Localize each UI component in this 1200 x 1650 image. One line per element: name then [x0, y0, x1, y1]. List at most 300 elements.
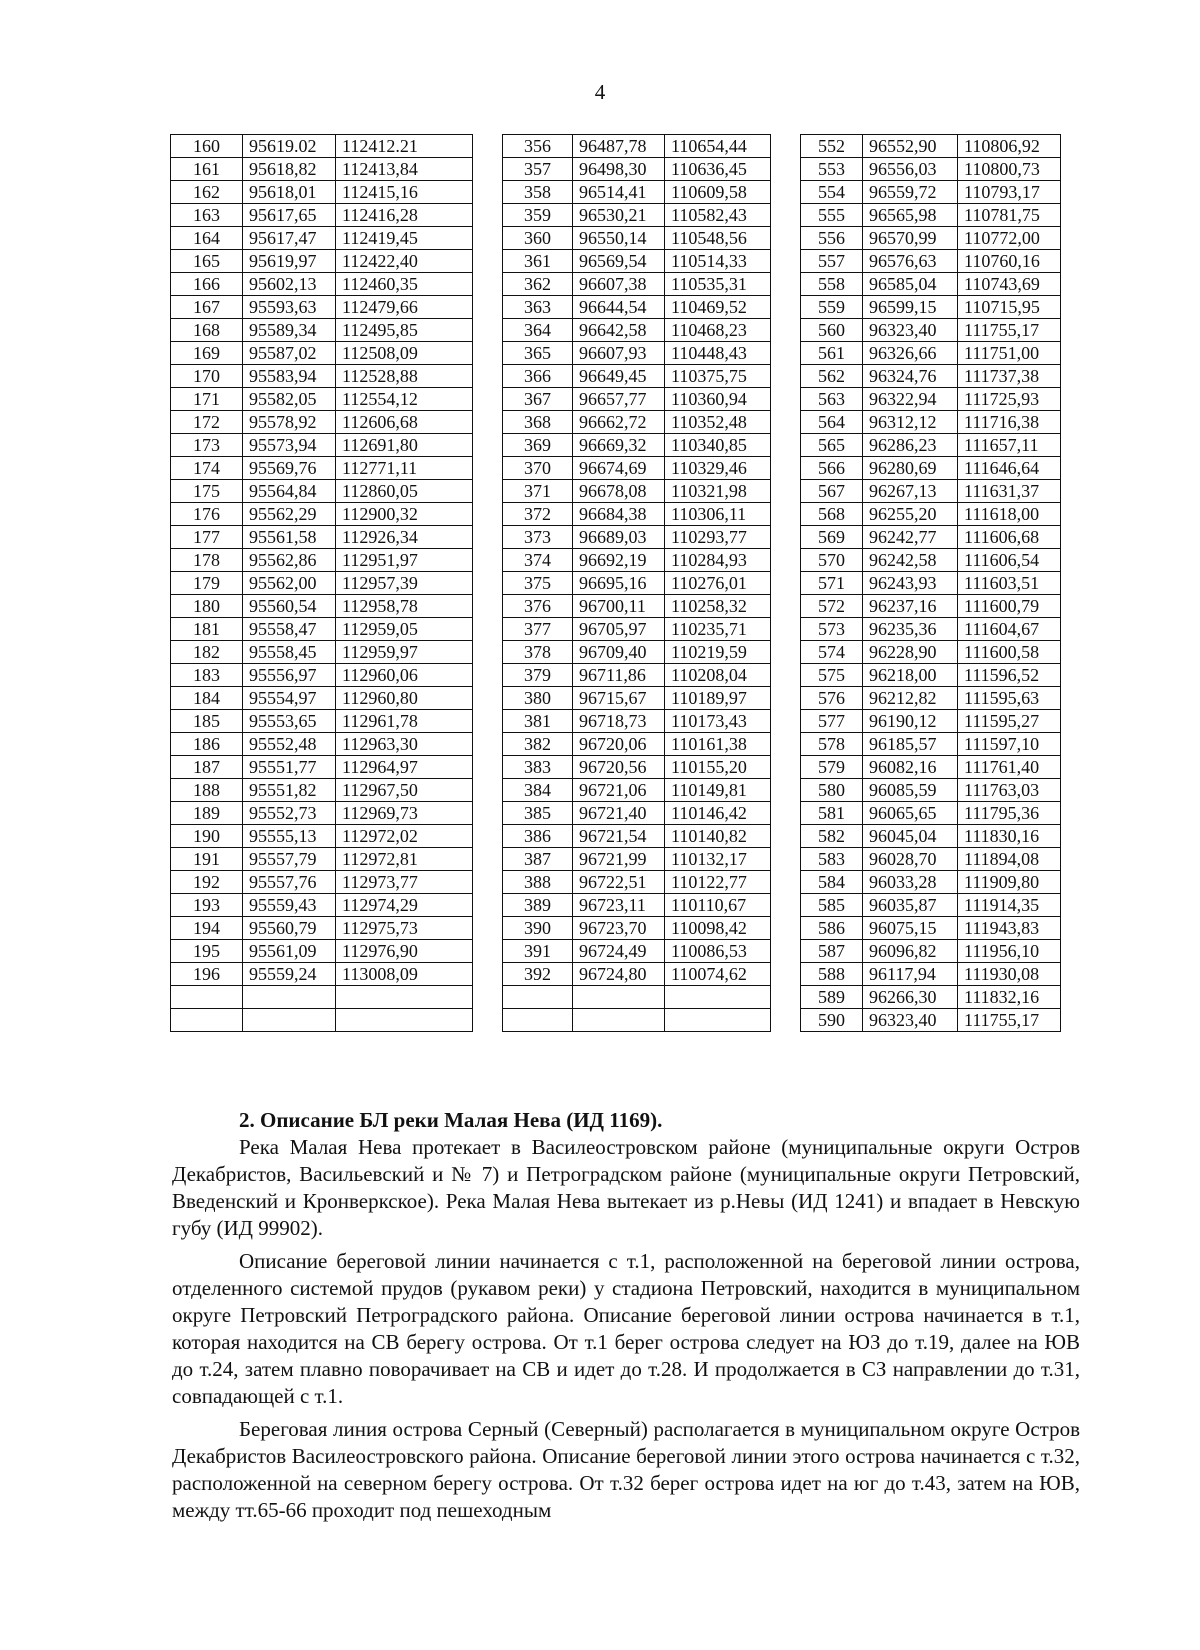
- x-coordinate-cell: 96322,94: [863, 388, 958, 411]
- table-row: [171, 733, 1061, 756]
- column-gap: [771, 273, 801, 296]
- column-gap: [473, 894, 503, 917]
- column-gap: [771, 710, 801, 733]
- x-coordinate-cell: 96724,80: [573, 963, 665, 986]
- x-coordinate-cell: 95557,79: [243, 848, 336, 871]
- x-coordinate-cell: 95578,92: [243, 411, 336, 434]
- column-gap: [473, 204, 503, 227]
- column-gap: [771, 411, 801, 434]
- point-number-cell: 567: [801, 480, 863, 503]
- point-number-cell: 177: [171, 526, 243, 549]
- table-row: [171, 158, 1061, 181]
- x-coordinate-cell: 96720,56: [573, 756, 665, 779]
- x-coordinate-cell: 96550,14: [573, 227, 665, 250]
- column-gap: [473, 296, 503, 319]
- table-row: [171, 319, 1061, 342]
- column-gap: [473, 733, 503, 756]
- x-coordinate-cell: 96530,21: [573, 204, 665, 227]
- x-coordinate-cell: 96678,08: [573, 480, 665, 503]
- table-row: [171, 618, 1061, 641]
- table-row: [171, 572, 1061, 595]
- y-coordinate-cell: 110375,75: [665, 365, 771, 388]
- table-row: [171, 135, 1061, 158]
- column-gap: [473, 572, 503, 595]
- point-number-cell: 374: [503, 549, 573, 572]
- y-coordinate-cell: 110582,43: [665, 204, 771, 227]
- point-number-cell: 577: [801, 710, 863, 733]
- x-coordinate-cell: 95552,73: [243, 802, 336, 825]
- y-coordinate-cell: 111830,16: [958, 825, 1061, 848]
- column-gap: [473, 641, 503, 664]
- x-coordinate-cell: 96235,36: [863, 618, 958, 641]
- point-number-cell: 583: [801, 848, 863, 871]
- column-gap: [771, 871, 801, 894]
- y-coordinate-cell: 112958,78: [336, 595, 473, 618]
- point-number-cell: 171: [171, 388, 243, 411]
- point-number-cell: 367: [503, 388, 573, 411]
- y-coordinate-cell: 110146,42: [665, 802, 771, 825]
- point-number-cell: 582: [801, 825, 863, 848]
- point-number-cell: 187: [171, 756, 243, 779]
- y-coordinate-cell: 111894,08: [958, 848, 1061, 871]
- point-number-cell: 382: [503, 733, 573, 756]
- x-coordinate-cell: 95559,43: [243, 894, 336, 917]
- x-coordinate-cell: 95619,97: [243, 250, 336, 273]
- x-coordinate-cell: 96326,66: [863, 342, 958, 365]
- point-number-cell: [503, 1009, 573, 1032]
- x-coordinate-cell: [243, 1009, 336, 1032]
- x-coordinate-cell: 95587,02: [243, 342, 336, 365]
- column-gap: [771, 641, 801, 664]
- y-coordinate-cell: 112976,90: [336, 940, 473, 963]
- point-number-cell: 560: [801, 319, 863, 342]
- column-gap: [473, 365, 503, 388]
- column-gap: [771, 457, 801, 480]
- column-gap: [771, 480, 801, 503]
- y-coordinate-cell: 112951,97: [336, 549, 473, 572]
- x-coordinate-cell: 95560,79: [243, 917, 336, 940]
- point-number-cell: 370: [503, 457, 573, 480]
- x-coordinate-cell: 96267,13: [863, 480, 958, 503]
- column-gap: [473, 181, 503, 204]
- column-gap: [771, 848, 801, 871]
- column-gap: [771, 917, 801, 940]
- y-coordinate-cell: 111914,35: [958, 894, 1061, 917]
- x-coordinate-cell: 95560,54: [243, 595, 336, 618]
- y-coordinate-cell: 112691,80: [336, 434, 473, 457]
- x-coordinate-cell: 95573,94: [243, 434, 336, 457]
- point-number-cell: 562: [801, 365, 863, 388]
- y-coordinate-cell: 112508,09: [336, 342, 473, 365]
- point-number-cell: 570: [801, 549, 863, 572]
- y-coordinate-cell: 110760,16: [958, 250, 1061, 273]
- y-coordinate-cell: 111596,52: [958, 664, 1061, 687]
- column-gap: [771, 296, 801, 319]
- y-coordinate-cell: 111597,10: [958, 733, 1061, 756]
- point-number-cell: 183: [171, 664, 243, 687]
- x-coordinate-cell: 96045,04: [863, 825, 958, 848]
- table-row: [171, 204, 1061, 227]
- point-number-cell: 369: [503, 434, 573, 457]
- column-gap: [771, 572, 801, 595]
- column-gap: [473, 480, 503, 503]
- y-coordinate-cell: 110321,98: [665, 480, 771, 503]
- point-number-cell: 387: [503, 848, 573, 871]
- point-number-cell: 173: [171, 434, 243, 457]
- x-coordinate-cell: 96312,12: [863, 411, 958, 434]
- column-gap: [473, 756, 503, 779]
- table-row: [171, 963, 1061, 986]
- x-coordinate-cell: 96718,73: [573, 710, 665, 733]
- point-number-cell: 571: [801, 572, 863, 595]
- point-number-cell: 366: [503, 365, 573, 388]
- y-coordinate-cell: 110122,77: [665, 871, 771, 894]
- point-number-cell: 375: [503, 572, 573, 595]
- y-coordinate-cell: 110548,56: [665, 227, 771, 250]
- x-coordinate-cell: 96033,28: [863, 871, 958, 894]
- y-coordinate-cell: 110781,75: [958, 204, 1061, 227]
- column-gap: [473, 135, 503, 158]
- point-number-cell: 386: [503, 825, 573, 848]
- x-coordinate-cell: 96607,38: [573, 273, 665, 296]
- x-coordinate-cell: 96085,59: [863, 779, 958, 802]
- y-coordinate-cell: 112975,73: [336, 917, 473, 940]
- x-coordinate-cell: 95562,29: [243, 503, 336, 526]
- x-coordinate-cell: 96689,03: [573, 526, 665, 549]
- point-number-cell: 184: [171, 687, 243, 710]
- table-row: [171, 181, 1061, 204]
- point-number-cell: 179: [171, 572, 243, 595]
- column-gap: [771, 526, 801, 549]
- point-number-cell: 377: [503, 618, 573, 641]
- column-gap: [771, 342, 801, 365]
- x-coordinate-cell: 96323,40: [863, 1009, 958, 1032]
- point-number-cell: 389: [503, 894, 573, 917]
- y-coordinate-cell: 112554,12: [336, 388, 473, 411]
- y-coordinate-cell: 112416,28: [336, 204, 473, 227]
- y-coordinate-cell: [336, 986, 473, 1009]
- x-coordinate-cell: 96669,32: [573, 434, 665, 457]
- y-coordinate-cell: 110340,85: [665, 434, 771, 457]
- point-number-cell: 162: [171, 181, 243, 204]
- x-coordinate-cell: 96700,11: [573, 595, 665, 618]
- x-coordinate-cell: 95557,76: [243, 871, 336, 894]
- x-coordinate-cell: 96286,23: [863, 434, 958, 457]
- y-coordinate-cell: 110284,93: [665, 549, 771, 572]
- paragraph: Береговая линия острова Серный (Северный) располагается в муниципальном округе Остров Декабристов Василеостровского района. Описание береговой линии этого острова начинается с т.32, расположенной на северном берегу острова. От т.32 берег острова идет на юг до т.43, затем на ЮВ, между тт.65-66 проходит под пешеходным: [172, 1417, 1080, 1522]
- table-row: [171, 526, 1061, 549]
- column-gap: [473, 158, 503, 181]
- point-number-cell: 556: [801, 227, 863, 250]
- point-number-cell: 169: [171, 342, 243, 365]
- point-number-cell: 362: [503, 273, 573, 296]
- y-coordinate-cell: 110469,52: [665, 296, 771, 319]
- column-gap: [473, 342, 503, 365]
- point-number-cell: 368: [503, 411, 573, 434]
- x-coordinate-cell: 96607,93: [573, 342, 665, 365]
- y-coordinate-cell: 110772,00: [958, 227, 1061, 250]
- y-coordinate-cell: 112967,50: [336, 779, 473, 802]
- y-coordinate-cell: 110743,69: [958, 273, 1061, 296]
- point-number-cell: 563: [801, 388, 863, 411]
- point-number-cell: 379: [503, 664, 573, 687]
- table-row: [171, 871, 1061, 894]
- x-coordinate-cell: 95558,45: [243, 641, 336, 664]
- y-coordinate-cell: 110086,53: [665, 940, 771, 963]
- point-number-cell: 357: [503, 158, 573, 181]
- column-gap: [771, 503, 801, 526]
- y-coordinate-cell: 112960,80: [336, 687, 473, 710]
- point-number-cell: 574: [801, 641, 863, 664]
- point-number-cell: 358: [503, 181, 573, 204]
- point-number-cell: 586: [801, 917, 863, 940]
- x-coordinate-cell: 95559,24: [243, 963, 336, 986]
- column-gap: [473, 503, 503, 526]
- x-coordinate-cell: 95552,48: [243, 733, 336, 756]
- y-coordinate-cell: 110293,77: [665, 526, 771, 549]
- x-coordinate-cell: 96266,30: [863, 986, 958, 1009]
- table-row: [171, 342, 1061, 365]
- y-coordinate-cell: 111606,54: [958, 549, 1061, 572]
- x-coordinate-cell: 95593,63: [243, 296, 336, 319]
- point-number-cell: 390: [503, 917, 573, 940]
- point-number-cell: 363: [503, 296, 573, 319]
- column-gap: [771, 181, 801, 204]
- y-coordinate-cell: 111725,93: [958, 388, 1061, 411]
- x-coordinate-cell: 95618,01: [243, 181, 336, 204]
- point-number-cell: 182: [171, 641, 243, 664]
- column-gap: [473, 779, 503, 802]
- table-row: [171, 825, 1061, 848]
- x-coordinate-cell: 95564,84: [243, 480, 336, 503]
- column-gap: [473, 664, 503, 687]
- x-coordinate-cell: 96237,16: [863, 595, 958, 618]
- table-row: [171, 250, 1061, 273]
- y-coordinate-cell: 112479,66: [336, 296, 473, 319]
- x-coordinate-cell: [243, 986, 336, 1009]
- x-coordinate-cell: 95551,77: [243, 756, 336, 779]
- table-row: [171, 296, 1061, 319]
- y-coordinate-cell: 111956,10: [958, 940, 1061, 963]
- x-coordinate-cell: 95558,47: [243, 618, 336, 641]
- point-number-cell: 575: [801, 664, 863, 687]
- y-coordinate-cell: 111909,80: [958, 871, 1061, 894]
- point-number-cell: 385: [503, 802, 573, 825]
- y-coordinate-cell: 111832,16: [958, 986, 1061, 1009]
- point-number-cell: 189: [171, 802, 243, 825]
- column-gap: [771, 940, 801, 963]
- x-coordinate-cell: 96028,70: [863, 848, 958, 871]
- y-coordinate-cell: 111600,58: [958, 641, 1061, 664]
- table-row: [171, 802, 1061, 825]
- x-coordinate-cell: 96514,41: [573, 181, 665, 204]
- y-coordinate-cell: 112606,68: [336, 411, 473, 434]
- point-number-cell: 557: [801, 250, 863, 273]
- y-coordinate-cell: 110636,45: [665, 158, 771, 181]
- x-coordinate-cell: 96721,40: [573, 802, 665, 825]
- x-coordinate-cell: 96684,38: [573, 503, 665, 526]
- x-coordinate-cell: 96720,06: [573, 733, 665, 756]
- x-coordinate-cell: 95618,82: [243, 158, 336, 181]
- point-number-cell: 174: [171, 457, 243, 480]
- point-number-cell: 565: [801, 434, 863, 457]
- point-number-cell: 376: [503, 595, 573, 618]
- column-gap: [473, 457, 503, 480]
- column-gap: [771, 894, 801, 917]
- x-coordinate-cell: 96642,58: [573, 319, 665, 342]
- column-gap: [771, 365, 801, 388]
- point-number-cell: 392: [503, 963, 573, 986]
- point-number-cell: 380: [503, 687, 573, 710]
- column-gap: [771, 158, 801, 181]
- y-coordinate-cell: 112972,81: [336, 848, 473, 871]
- x-coordinate-cell: 96075,15: [863, 917, 958, 940]
- point-number-cell: 193: [171, 894, 243, 917]
- column-gap: [771, 250, 801, 273]
- x-coordinate-cell: 96218,00: [863, 664, 958, 687]
- y-coordinate-cell: 112963,30: [336, 733, 473, 756]
- y-coordinate-cell: 111943,83: [958, 917, 1061, 940]
- x-coordinate-cell: 96695,16: [573, 572, 665, 595]
- paragraph: Река Малая Нева протекает в Василеостровском районе (муниципальные округи Остров Декабристов, Васильевский и № 7) и Петроградском районе (муниципальные округи Петровский, Введенский и Кронверкское). Река Малая Нева вытекает из р.Невы (ИД 1241) и впадает в Невскую губу (ИД 99902).: [172, 1135, 1080, 1240]
- point-number-cell: 170: [171, 365, 243, 388]
- table-row: [171, 457, 1061, 480]
- y-coordinate-cell: 110110,67: [665, 894, 771, 917]
- column-gap: [473, 1009, 503, 1032]
- x-coordinate-cell: 96723,11: [573, 894, 665, 917]
- column-gap: [473, 917, 503, 940]
- column-gap: [771, 779, 801, 802]
- point-number-cell: 568: [801, 503, 863, 526]
- y-coordinate-cell: 112964,97: [336, 756, 473, 779]
- y-coordinate-cell: 110468,23: [665, 319, 771, 342]
- y-coordinate-cell: 110329,46: [665, 457, 771, 480]
- column-gap: [473, 940, 503, 963]
- point-number-cell: 584: [801, 871, 863, 894]
- x-coordinate-cell: 96242,77: [863, 526, 958, 549]
- y-coordinate-cell: 112460,35: [336, 273, 473, 296]
- point-number-cell: 190: [171, 825, 243, 848]
- y-coordinate-cell: [665, 986, 771, 1009]
- column-gap: [771, 227, 801, 250]
- column-gap: [473, 618, 503, 641]
- x-coordinate-cell: 96243,93: [863, 572, 958, 595]
- column-gap: [473, 802, 503, 825]
- column-gap: [473, 549, 503, 572]
- y-coordinate-cell: 112926,34: [336, 526, 473, 549]
- point-number-cell: 359: [503, 204, 573, 227]
- y-coordinate-cell: 111646,64: [958, 457, 1061, 480]
- y-coordinate-cell: 110098,42: [665, 917, 771, 940]
- point-number-cell: 585: [801, 894, 863, 917]
- page-number: 4: [594, 80, 606, 104]
- y-coordinate-cell: 110609,58: [665, 181, 771, 204]
- y-coordinate-cell: 112860,05: [336, 480, 473, 503]
- y-coordinate-cell: 112972,02: [336, 825, 473, 848]
- coordinates-table: [170, 134, 1061, 1032]
- y-coordinate-cell: [336, 1009, 473, 1032]
- y-coordinate-cell: 112413,84: [336, 158, 473, 181]
- column-gap: [771, 664, 801, 687]
- y-coordinate-cell: 112960,06: [336, 664, 473, 687]
- x-coordinate-cell: 96721,06: [573, 779, 665, 802]
- x-coordinate-cell: 96569,54: [573, 250, 665, 273]
- column-gap: [771, 319, 801, 342]
- x-coordinate-cell: 95619.02: [243, 135, 336, 158]
- column-gap: [771, 204, 801, 227]
- x-coordinate-cell: 95556,97: [243, 664, 336, 687]
- y-coordinate-cell: 110306,11: [665, 503, 771, 526]
- y-coordinate-cell: 110448,43: [665, 342, 771, 365]
- x-coordinate-cell: 95561,58: [243, 526, 336, 549]
- point-number-cell: 165: [171, 250, 243, 273]
- point-number-cell: 160: [171, 135, 243, 158]
- point-number-cell: 361: [503, 250, 573, 273]
- point-number-cell: 378: [503, 641, 573, 664]
- y-coordinate-cell: 111755,17: [958, 319, 1061, 342]
- table-row: [171, 503, 1061, 526]
- table-row: [171, 480, 1061, 503]
- section-2: [172, 1106, 1080, 1530]
- column-gap: [771, 595, 801, 618]
- table-row: [171, 779, 1061, 802]
- x-coordinate-cell: 96711,86: [573, 664, 665, 687]
- point-number-cell: 192: [171, 871, 243, 894]
- y-coordinate-cell: 112422,40: [336, 250, 473, 273]
- point-number-cell: 558: [801, 273, 863, 296]
- y-coordinate-cell: 110161,38: [665, 733, 771, 756]
- table-row: [171, 411, 1061, 434]
- y-coordinate-cell: 112974,29: [336, 894, 473, 917]
- y-coordinate-cell: 112528,88: [336, 365, 473, 388]
- y-coordinate-cell: 111606,68: [958, 526, 1061, 549]
- point-number-cell: 186: [171, 733, 243, 756]
- point-number-cell: 573: [801, 618, 863, 641]
- point-number-cell: 554: [801, 181, 863, 204]
- point-number-cell: 564: [801, 411, 863, 434]
- point-number-cell: 590: [801, 1009, 863, 1032]
- table-row: [171, 273, 1061, 296]
- x-coordinate-cell: 96082,16: [863, 756, 958, 779]
- point-number-cell: [503, 986, 573, 1009]
- y-coordinate-cell: 112419,45: [336, 227, 473, 250]
- x-coordinate-cell: 96255,20: [863, 503, 958, 526]
- y-coordinate-cell: 112771,11: [336, 457, 473, 480]
- x-coordinate-cell: 95551,82: [243, 779, 336, 802]
- point-number-cell: 181: [171, 618, 243, 641]
- x-coordinate-cell: 95582,05: [243, 388, 336, 411]
- x-coordinate-cell: 96715,67: [573, 687, 665, 710]
- x-coordinate-cell: [573, 986, 665, 1009]
- point-number-cell: 587: [801, 940, 863, 963]
- x-coordinate-cell: 96723,70: [573, 917, 665, 940]
- x-coordinate-cell: 96324,76: [863, 365, 958, 388]
- point-number-cell: 371: [503, 480, 573, 503]
- table-row: [171, 227, 1061, 250]
- point-number-cell: 163: [171, 204, 243, 227]
- table-row: [171, 894, 1061, 917]
- column-gap: [473, 963, 503, 986]
- column-gap: [771, 687, 801, 710]
- column-gap: [473, 388, 503, 411]
- paragraph: Описание береговой линии начинается с т.1, расположенной на береговой линии острова, отделенного системой прудов (рукавом реки) у стадиона Петровский, находится в муниципальном округе Петровский Петроградского района. Описание береговой линии острова начинается в т.1, которая находится на СВ берегу острова. От т.1 берег острова следует на ЮЗ до т.19, далее на ЮВ до т.24, затем плавно поворачивает на СВ и идет до т.28. И продолжается в СЗ направлении до т.31, совпадающей с т.1.: [172, 1249, 1080, 1408]
- x-coordinate-cell: 96705,97: [573, 618, 665, 641]
- column-gap: [771, 802, 801, 825]
- x-coordinate-cell: 96559,72: [863, 181, 958, 204]
- y-coordinate-cell: 110155,20: [665, 756, 771, 779]
- y-coordinate-cell: 112957,39: [336, 572, 473, 595]
- point-number-cell: 561: [801, 342, 863, 365]
